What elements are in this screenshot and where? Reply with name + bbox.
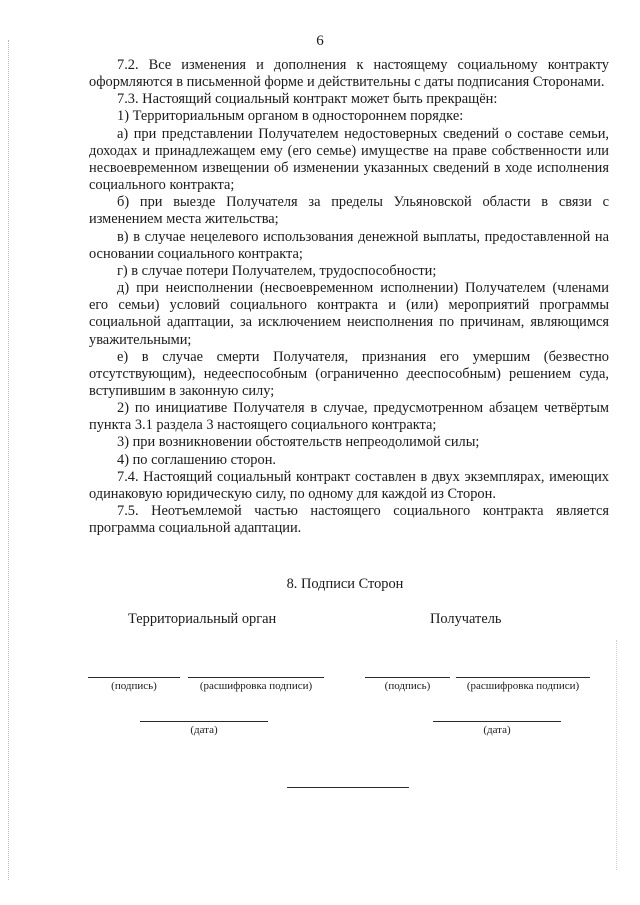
paragraph-a: а) при представлении Получателем недостоверных сведений о составе семьи, доходах и принадлежащем ему (его семье) имуществе на праве собственности или несвоевременном извещении об изменении указанных сведений в ходе исполнения социального контракта; xyxy=(89,125,609,194)
paragraph-agreement: 4) по соглашению сторон. xyxy=(117,451,276,468)
right-date-line xyxy=(433,721,561,722)
left-decoding-line xyxy=(188,677,324,678)
paragraph-b: б) при выезде Получателя за пределы Ульяновской области в связи с изменением места жительства; xyxy=(89,194,609,228)
left-signature-caption: (подпись) xyxy=(111,680,157,692)
left-decoding-caption: (расшифровка подписи) xyxy=(199,680,313,692)
right-date-caption: (дата) xyxy=(483,724,511,736)
paragraph-d: д) при неисполнении (несвоевременном исполнении) Получателем (членами его семьи) условий социального контракта и (или) мероприятий программы социальной адаптации, за исключением неисполнения по причинам, являющимся уважительными; xyxy=(89,280,609,348)
right-margin-dots xyxy=(616,640,618,870)
paragraph-force-majeure: 3) при возникновении обстоятельств непреодолимой силы; xyxy=(117,434,480,451)
paragraph-territorial-body: 1) Территориальным органом в одностороннем порядке: xyxy=(117,108,464,125)
right-decoding-caption: (расшифровка подписи) xyxy=(466,680,580,692)
contract-body xyxy=(89,57,609,537)
paragraph-recipient-initiative: 2) по инициативе Получателя в случае, предусмотренном абзацем четвёртым пункта 3.1 раздела 3 настоящего социального контракта; xyxy=(89,400,609,434)
paragraph-v: в) в случае нецелевого использования денежной выплаты, предоставленной на основании социального контракта; xyxy=(89,228,609,262)
right-signature-line xyxy=(365,677,450,678)
paragraph-e: е) в случае смерти Получателя, признания его умершим (безвестно отсутствующим), недееспособным (ограниченно дееспособным) решением суда, вступившим в законную силу; xyxy=(89,348,609,399)
paragraph-7-4: 7.4. Настоящий социальный контракт составлен в двух экземплярах, имеющих одинаковую юридическую силу, по одному для каждой из Сторон. xyxy=(89,468,609,502)
left-date-line xyxy=(140,721,268,722)
paragraph-7-5: 7.5. Неотъемлемой частью настоящего социального контракта является программа социальной адаптации. xyxy=(89,503,609,537)
right-signature-caption: (подпись) xyxy=(384,680,431,692)
left-signature-line xyxy=(88,677,180,678)
left-party-label: Территориальный орган xyxy=(128,611,277,627)
left-margin-dots xyxy=(8,40,10,880)
right-party-label: Получатель xyxy=(430,611,502,627)
page-number: 6 xyxy=(316,33,324,49)
left-date-caption: (дата) xyxy=(190,724,218,736)
paragraph-7-3: 7.3. Настоящий социальный контракт может быть прекращён: xyxy=(117,91,498,108)
right-decoding-line xyxy=(456,677,590,678)
paragraph-7-2: 7.2. Все изменения и дополнения к настоящему социальному контракту оформляются в письменной форме и действительны с даты подписания Сторонами. xyxy=(89,57,609,91)
section-title-signatures: 8. Подписи Сторон xyxy=(286,576,404,592)
paragraph-g: г) в случае потери Получателем, трудоспособности; xyxy=(117,262,437,279)
bottom-separator-line xyxy=(287,787,409,788)
